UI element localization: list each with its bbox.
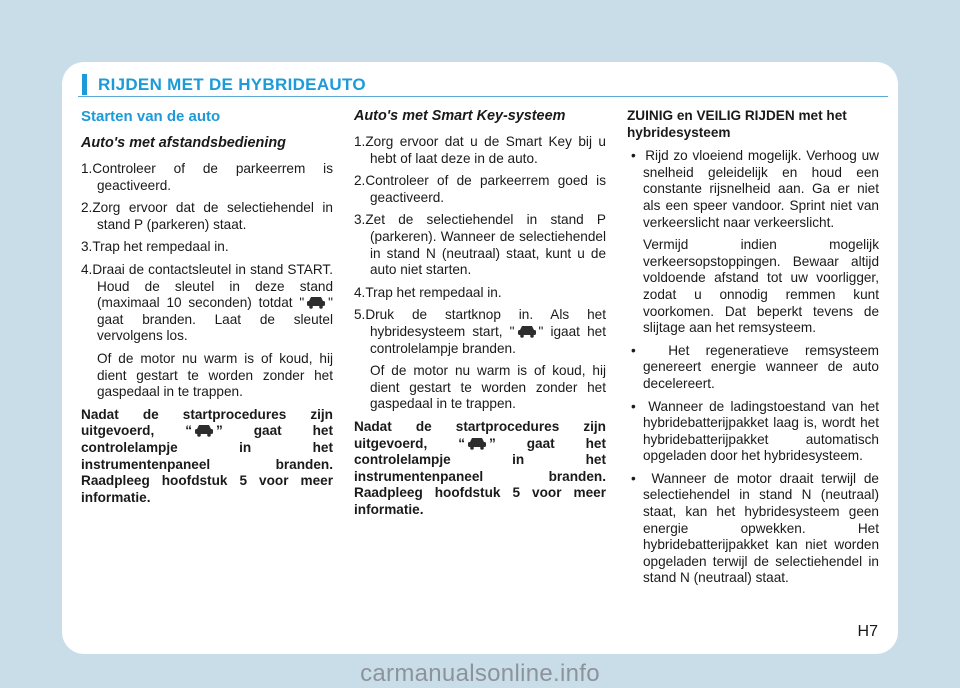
step-5-text-b: " igaat het controlelampje branden. [370, 323, 606, 356]
step-4 [81, 262, 333, 345]
section-title: Starten van de auto [81, 108, 221, 125]
info-paragraph [81, 407, 333, 507]
step-4-note: Of de motor nu warm is of koud, hij dient gestart te worden zonder het gaspedaal in te trappen. [97, 350, 333, 400]
bullet-item [627, 471, 879, 587]
step-3: 3.Trap het rempedaal in. [81, 239, 229, 255]
column-3 [627, 108, 879, 593]
header-accent-bar [82, 74, 87, 95]
info-text-a: Nadat de startprocedures zijn uitgevoerd, “ [354, 418, 606, 451]
car-ready-icon [193, 423, 215, 437]
step-4-text-a: 4.Draai de contactsleutel in stand START. Houd de sleutel in deze stand (maximaal 10 seconden) totdat " [81, 261, 333, 311]
car-ready-icon [466, 436, 488, 450]
bullet-dot: • [631, 470, 636, 486]
subsection-title-smart-key: Auto's met Smart Key-systeem [354, 108, 566, 124]
info-text-a: Nadat de startprocedures zijn uitgevoerd, “ [81, 406, 333, 439]
page-header [78, 74, 888, 97]
info-paragraph [354, 419, 606, 519]
step-2: 2.Zorg ervoor dat de selectiehendel in stand P (parkeren) staat. [81, 200, 333, 232]
page-number: H7 [857, 623, 878, 640]
step-4-text-b: " gaat branden. Laat de sleutel vervolgens los. [97, 295, 333, 344]
info-text-b: ” gaat het controlelampje in het instrumentenpaneel branden. Raadpleeg hoofdstuk 5 voor meer informatie. [354, 435, 606, 517]
bullet-dot: • [631, 398, 636, 414]
column-1 [81, 108, 333, 506]
info-text-b: ” gaat het controlelampje in het instrumentenpaneel branden. Raadpleeg hoofdstuk 5 voor meer informatie. [81, 423, 333, 505]
bullet-item [627, 148, 879, 231]
bullet-text: Wanneer de ladingstoestand van het hybridebatterijpakket laag is, wordt het hybridebatterijpakket automatisch opgeladen door het hybridesysteem. [643, 398, 879, 464]
bullet-item [627, 343, 879, 393]
eco-safety-heading: ZUINIG en VEILIG RIJDEN met het hybridesysteem [627, 108, 847, 140]
step-1: 1.Controleer of de parkeerrem is geactiveerd. [81, 161, 333, 193]
bullet-text: Het regeneratieve remsysteem genereert energie wanneer de auto decelereert. [643, 342, 879, 391]
step-4: 4.Trap het rempedaal in. [354, 284, 502, 300]
bullet-item [627, 399, 879, 465]
bullet-continuation: Vermijd indien mogelijk verkeersopstoppingen. Bewaar altijd voldoende afstand tot uw voorligger, zodat u onnodig remmen kunt voorkomen. Dat beperkt tevens de slijtage aan het remsysteem. [643, 237, 879, 336]
header-title: RIJDEN MET DE HYBRIDEAUTO [98, 75, 366, 94]
step-3: 3.Zet de selectiehendel in stand P (parkeren). Wanneer de selectiehendel in stand N (neutraal) staat, kunt u de auto niet starten. [354, 212, 606, 278]
step-5-text-a: 5.Druk de startknop in. Als het hybridesysteem start, " [354, 307, 606, 339]
step-2: 2.Controleer of de parkeerrem goed is geactiveerd. [354, 173, 606, 205]
step-1: 1.Zorg ervoor dat u de Smart Key bij u hebt of laat deze in de auto. [354, 134, 606, 166]
bullet-text: Wanneer de motor draait terwijl de selectiehendel in stand N (neutraal) staat, kan het hybridesysteem geen energie opwekken. Het hybridebatterijpakket kan niet worden opgeladen terwijl de selectiehendel in stand N (neutraal) staat. [643, 470, 879, 586]
bullet-dot: • [631, 148, 636, 164]
column-2 [354, 108, 606, 518]
bullet-text: Rijd zo vloeiend mogelijk. Verhoog uw snelheid geleidelijk en houd een constante rijsnelheid aan. Ga er niet als een speer vandoor. Sprint niet van verkeerslicht naar verkeerslicht. [643, 148, 879, 230]
step-5-note: Of de motor nu warm is of koud, hij dient gestart te worden zonder het gaspedaal in te trappen. [370, 363, 606, 412]
watermark-footer[interactable]: carmanualsonline.info [360, 660, 600, 687]
subsection-title-remote: Auto's met afstandsbediening [81, 135, 286, 151]
manual-page [62, 62, 898, 654]
bullet-dot: • [631, 342, 636, 358]
car-ready-icon [305, 295, 327, 309]
car-ready-icon [516, 324, 538, 338]
step-5 [354, 307, 606, 357]
